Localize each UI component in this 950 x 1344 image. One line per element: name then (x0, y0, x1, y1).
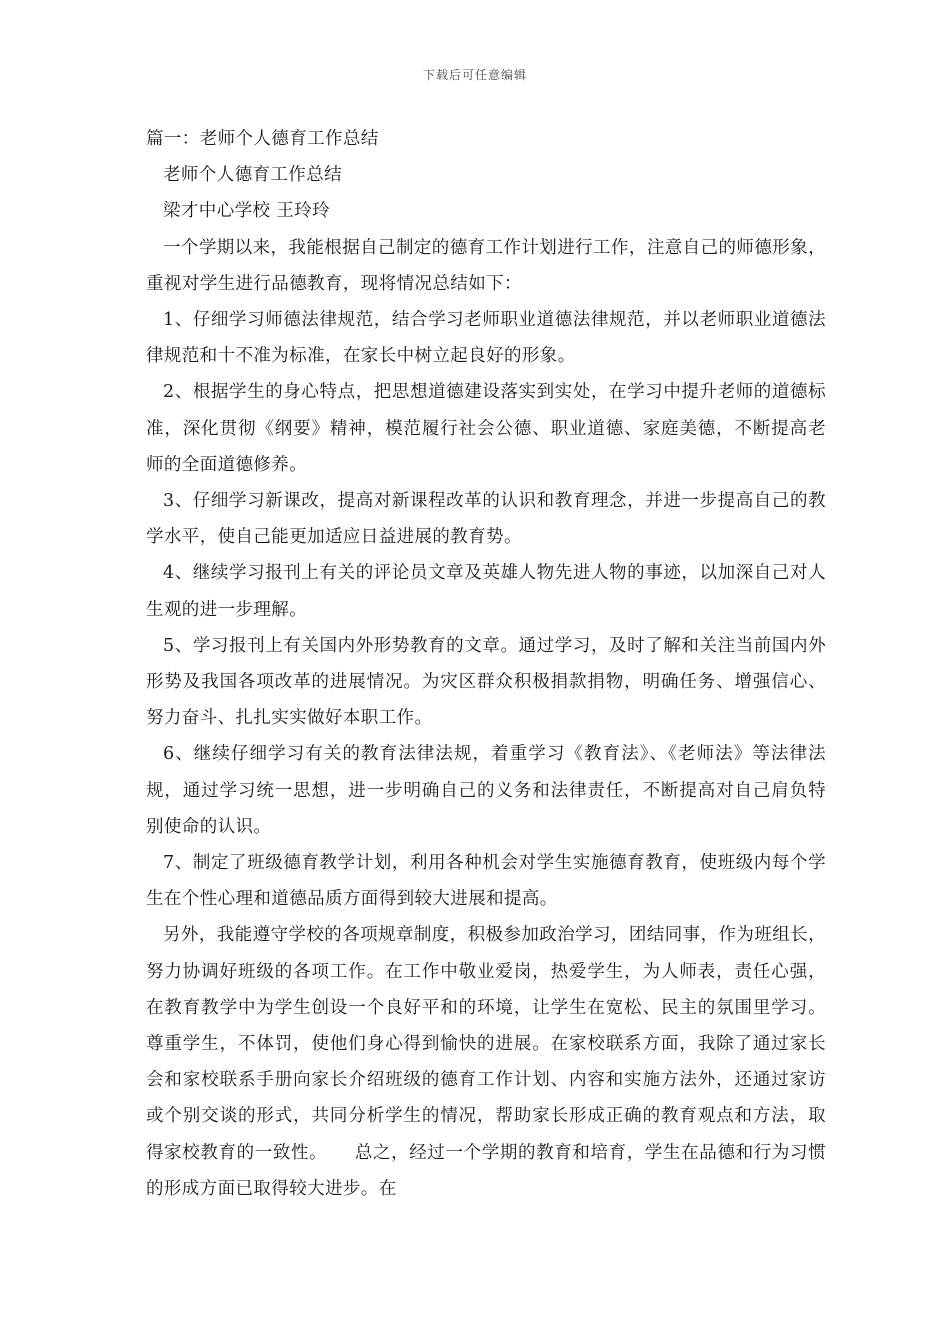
page-header-note: 下载后可任意编辑 (422, 68, 527, 82)
document-body (146, 121, 826, 1207)
document-author: 梁才中心学校 王玲玲 (163, 201, 331, 222)
paragraph-item-1: 1、仔细学习师德法律规范，结合学习老师职业道德法律规范，并以老师职业道德法律规范和十不准为标准，在家长中树立起良好的形象。 (146, 310, 826, 367)
paragraph-item-7: 7、制定了班级德育教学计划，利用各种机会对学生实施德育教育，使班级内每个学生在个性心理和道德品质方面得到较大进展和提高。 (146, 853, 826, 910)
paragraph-item-2: 2、根据学生的身心特点，把思想道德建设落实到实处，在学习中提升老师的道德标准，深化贯彻《纲要》精神，模范履行社会公德、职业道德、家庭美德，不断提高老师的全面道德修养。 (146, 382, 826, 475)
paragraph-additional: 另外，我能遵守学校的各项规章制度，积极参加政治学习，团结同事，作为班组长，努力协调好班级的各项工作。在工作中敬业爱岗，热爱学生，为人师表，责任心强，在教育教学中为学生创设一个良好平和的环境，让学生在宽松、民主的氛围里学习。尊重学生，不体罚，使他们身心得到愉快的进展。在家校联系方面，我除了通过家长会和家校联系手册向家长介绍班级的德育工作计划、内容和实施方法外，还通过家访或个别交谈的形式，共同分析学生的情况，帮助家长形成正确的教育观点和方法，取得家校教育的一致性。 总之，经过一个学期的教育和培育，学生在品德和行为习惯的形成方面已取得较大进步。在 (146, 925, 826, 1199)
paragraph-item-3: 3、仔细学习新课改，提高对新课程改革的认识和教育理念，并进一步提高自己的教学水平，使自己能更加适应日益进展的教育势。 (146, 491, 826, 548)
paragraph-item-5: 5、学习报刊上有关国内外形势教育的文章。通过学习，及时了解和关注当前国内外形势及我国各项改革的进展情况。为灾区群众积极捐款捐物，明确任务、增强信心、努力奋斗、扎扎实实做好本职工作。 (146, 635, 826, 729)
paragraph-intro: 一个学期以来，我能根据自己制定的德育工作计划进行工作，注意自己的师德形象，重视对学生进行品德教育，现将情况总结如下： (146, 237, 826, 294)
paragraph-item-6: 6、继续仔细学习有关的教育法律法规，着重学习《教育法》、《老师法》等法律法规，通过学习统一思想，进一步明确自己的义务和法律责任，不断提高对自己肩负特别使命的认识。 (146, 744, 826, 837)
document-heading: 篇一：老师个人德育工作总结 (146, 129, 379, 149)
paragraph-item-4: 4、继续学习报刊上有关的评论员文章及英雄人物先进人物的事迹，以加深自己对人生观的进一步理解。 (146, 563, 826, 620)
document-title: 老师个人德育工作总结 (163, 165, 342, 186)
